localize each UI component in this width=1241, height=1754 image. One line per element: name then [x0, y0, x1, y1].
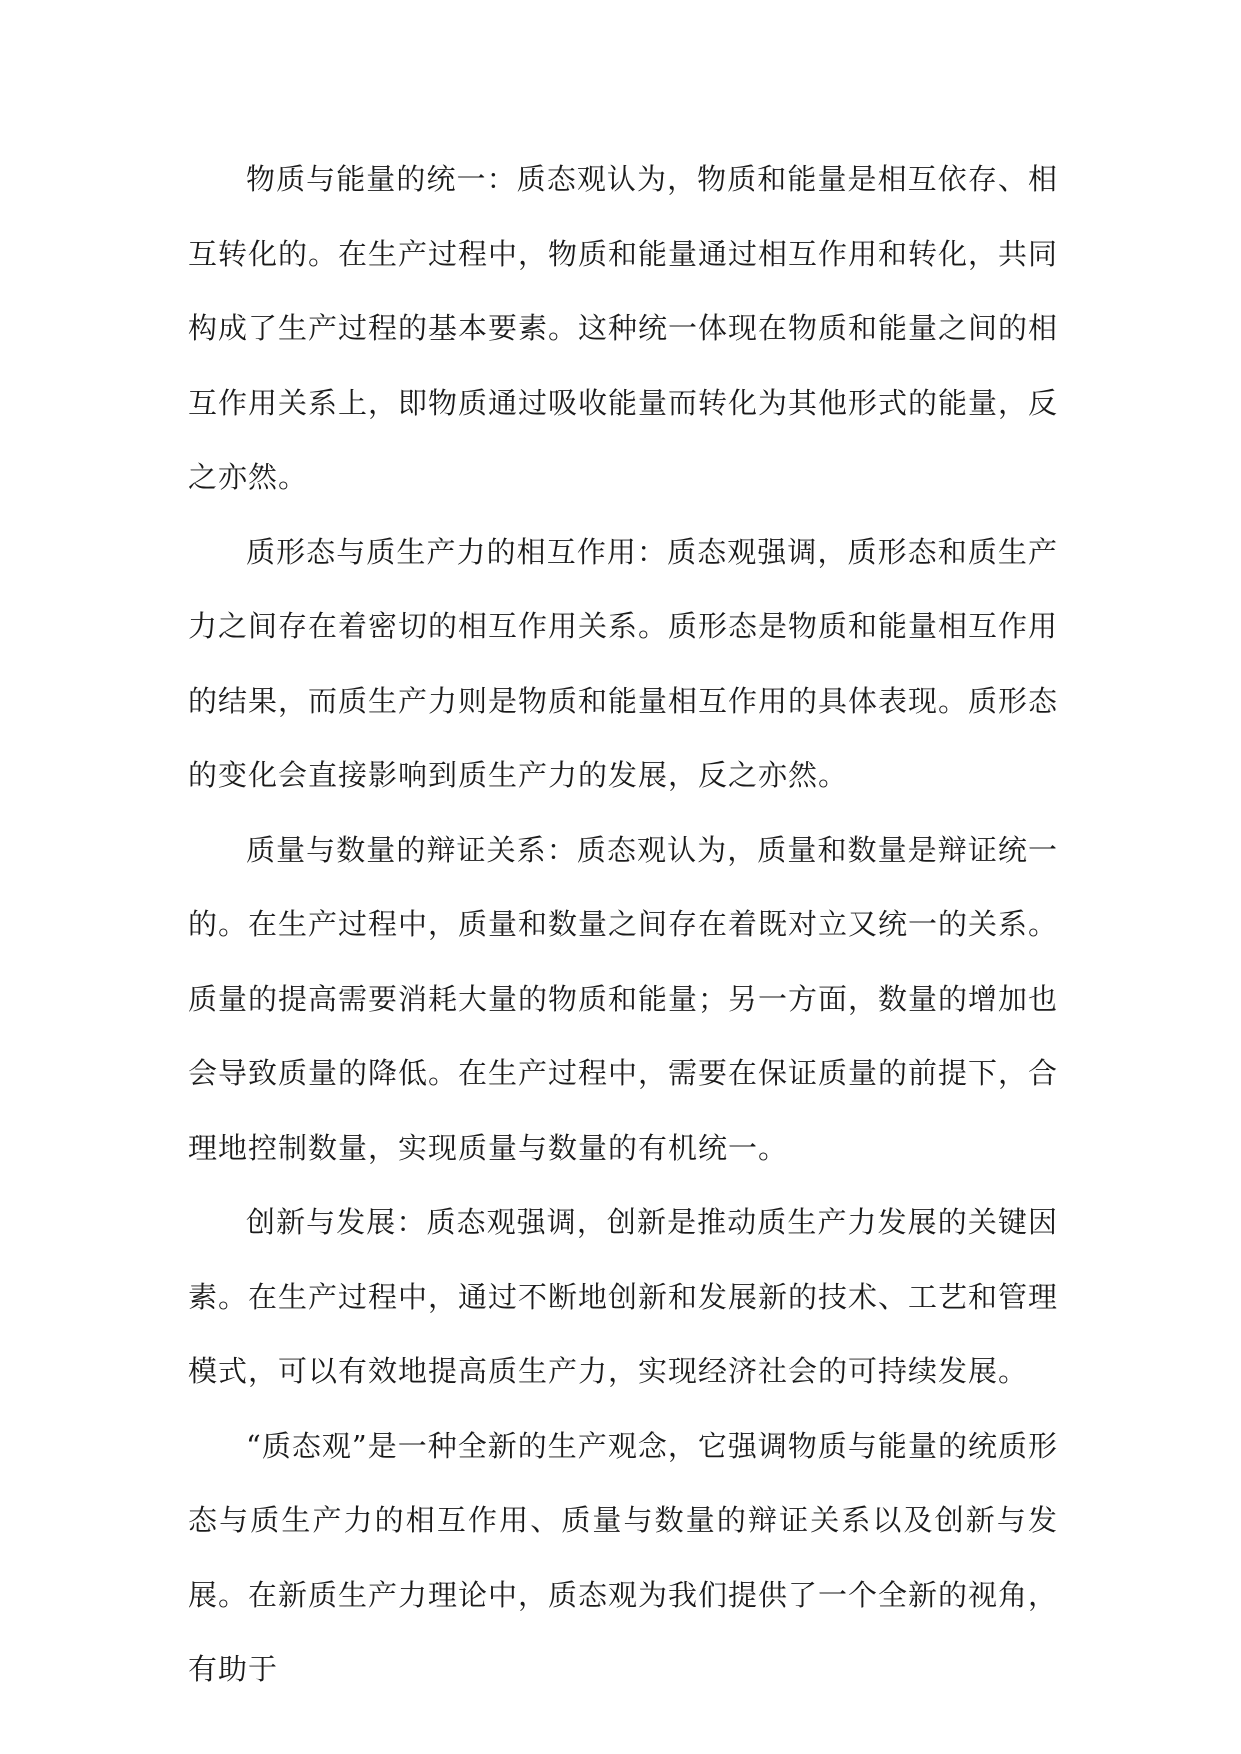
paragraph-form-productivity-interaction: 质形态与质生产力的相互作用：质态观强调，质形态和质生产力之间存在着密切的相互作用关系。质形态是物质和能量相互作用的结果，而质生产力则是物质和能量相互作用的具体表现。质形态的变化会直接影响到质生产力的发展，反之亦然。: [188, 534, 1059, 792]
paragraph-conclusion: “质态观”是一种全新的生产观念，它强调物质与能量的统质形态与质生产力的相互作用、质量与数量的辩证关系以及创新与发展。在新质生产力理论中，质态观为我们提供了一个全新的视角，有助于: [188, 1428, 1059, 1686]
paragraph-matter-energy-unity: 物质与能量的统一：质态观认为，物质和能量是相互依存、相互转化的。在生产过程中，物质和能量通过相互作用和转化，共同构成了生产过程的基本要素。这种统一体现在物质和能量之间的相互作用关系上，即物质通过吸收能量而转化为其他形式的能量，反之亦然。: [188, 162, 1059, 494]
body-text: [188, 142, 1058, 1707]
paragraph-innovation-development: 创新与发展：质态观强调，创新是推动质生产力发展的关键因素。在生产过程中，通过不断地创新和发展新的技术、工艺和管理模式，可以有效地提高质生产力，实现经济社会的可持续发展。: [188, 1205, 1059, 1388]
paragraph-quality-quantity-dialectic: 质量与数量的辩证关系：质态观认为，质量和数量是辩证统一的。在生产过程中，质量和数量之间存在着既对立又统一的关系。质量的提高需要消耗大量的物质和能量；另一方面，数量的增加也会导致质量的降低。在生产过程中，需要在保证质量的前提下，合理地控制数量，实现质量与数量的有机统一。: [188, 832, 1059, 1165]
